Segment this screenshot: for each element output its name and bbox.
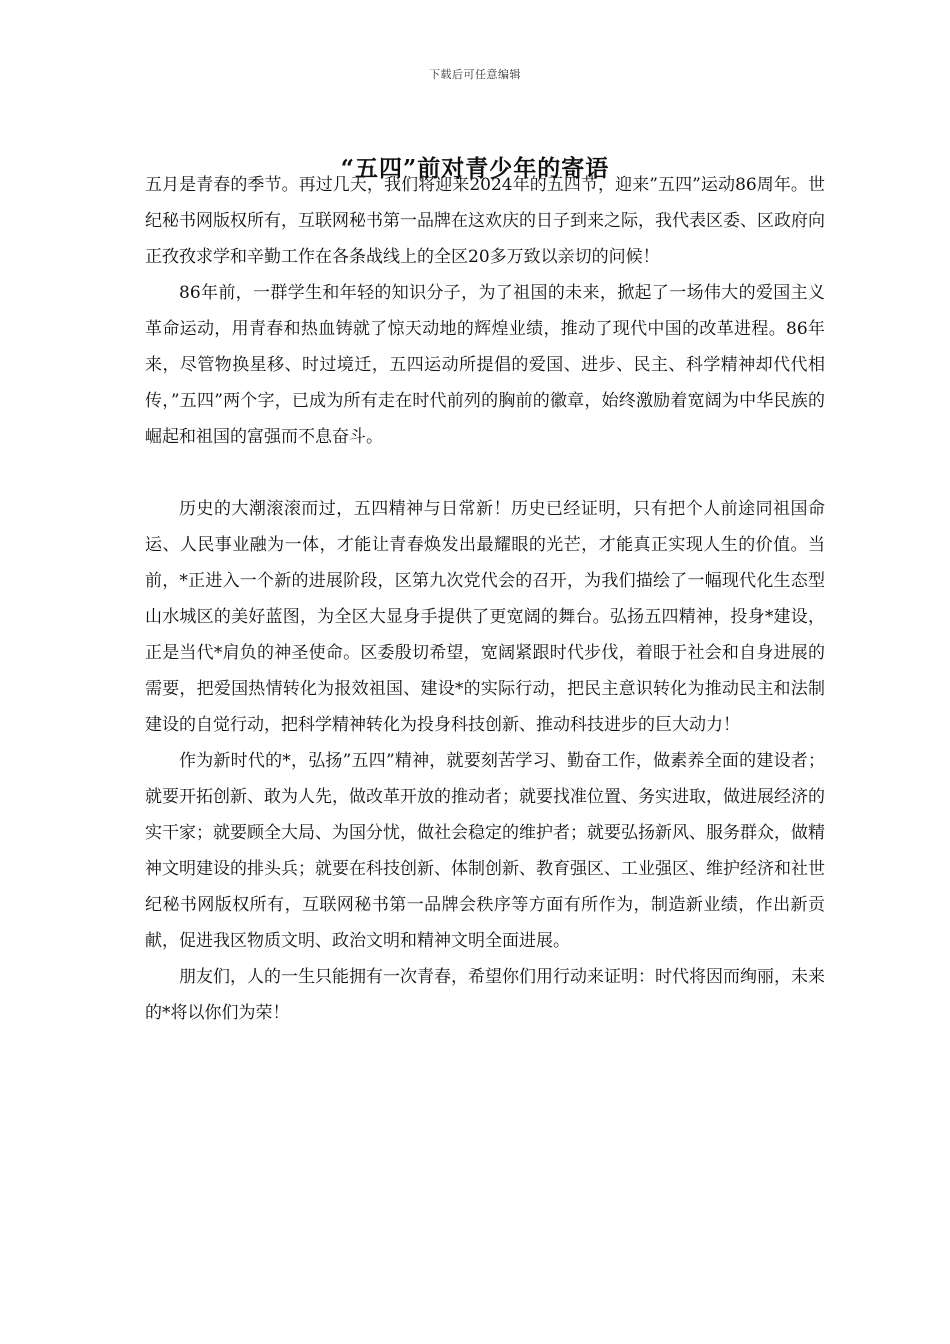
document-body bbox=[145, 167, 825, 1031]
paragraph-3: 历史的大潮滚滚而过，五四精神与日常新！历史已经证明，只有把个人前途同祖国命运、人民事业融为一体，才能让青春焕发出最耀眼的光芒，才能真正实现人生的价值。当前，*正进入一个新的进展阶段，区第九次党代会的召开，为我们描绘了一幅现代化生态型山水城区的美好蓝图，为全区大显身手提供了更宽阔的舞台。弘扬五四精神，投身*建设，正是当代*肩负的神圣使命。区委殷切希望，宽阔紧跟时代步伐，着眼于社会和自身进展的需要，把爱国热情转化为报效祖国、建设*的实际行动，把民主意识转化为推动民主和法制建设的自觉行动，把科学精神转化为投身科技创新、推动科技进步的巨大动力！ bbox=[145, 499, 825, 735]
paragraph-4: 作为新时代的*，弘扬”五四”精神，就要刻苦学习、勤奋工作，做素养全面的建设者；就要开拓创新、敢为人先，做改革开放的推动者；就要找准位置、务实进取，做进展经济的实干家；就要顾全大局、为国分忧，做社会稳定的维护者；就要弘扬新风、服务群众，做精神文明建设的排头兵；就要在科技创新、体制创新、教育强区、工业强区、维护经济和社世纪秘书网版权所有，互联网秘书第一品牌会秩序等方面有所作为，制造新业绩，作出新贡献，促进我区物质文明、政治文明和精神文明全面进展。 bbox=[145, 751, 825, 951]
document-title: “五四”前对青少年的寄语 bbox=[340, 155, 610, 182]
header-note: 下载后可任意编辑 bbox=[429, 68, 521, 81]
paragraph-5: 朋友们，人的一生只能拥有一次青春，希望你们用行动来证明：时代将因而绚丽，未来的*将以你们为荣！ bbox=[145, 967, 825, 1023]
paragraph-2: 86年前，一群学生和年轻的知识分子，为了祖国的未来，掀起了一场伟大的爱国主义革命运动，用青春和热血铸就了惊天动地的辉煌业绩，推动了现代中国的改革进程。86年来，尽管物换星移、时过境迁，五四运动所提倡的爱国、进步、民主、科学精神却代代相传，”五四”两个字，已成为所有走在时代前列的胸前的徽章，始终激励着宽阔为中华民族的崛起和祖国的富强而不息奋斗。 bbox=[145, 283, 825, 447]
paragraph-1: 五月是青春的季节。再过几天，我们将迎来2024年的五四节，迎来”五四”运动86周年。世纪秘书网版权所有，互联网秘书第一品牌在这欢庆的日子到来之际，我代表区委、区政府向正孜孜求学和辛勤工作在各条战线上的全区20多万致以亲切的问候！ bbox=[145, 175, 825, 267]
